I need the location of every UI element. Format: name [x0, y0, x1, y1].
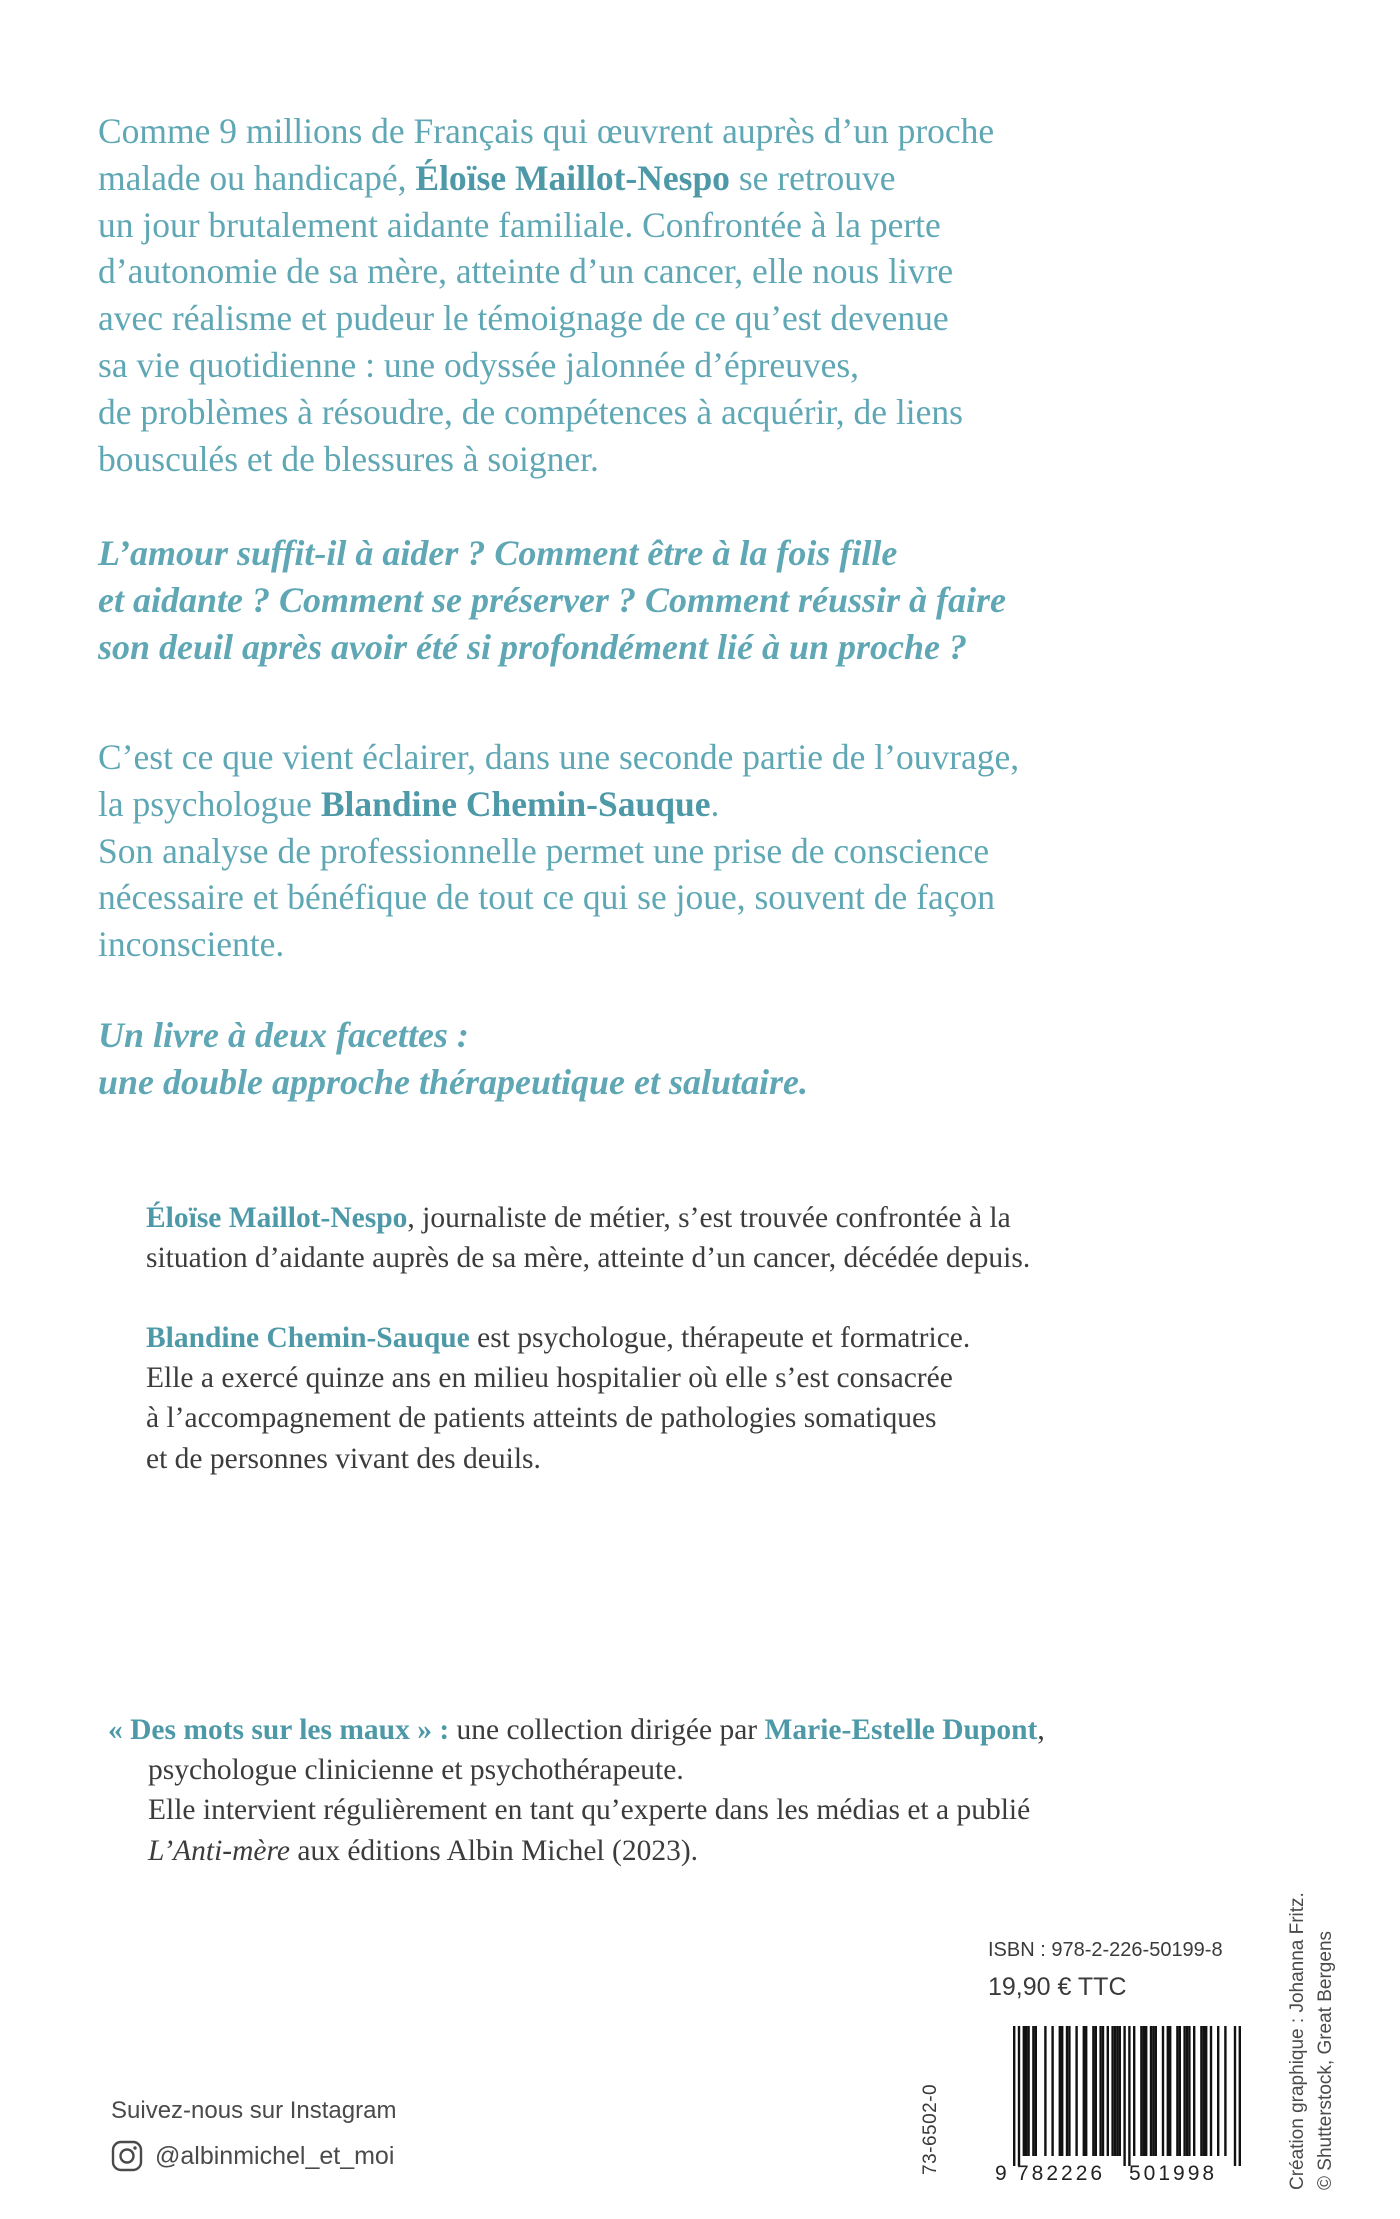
- psy-bio-line: [146, 1318, 1296, 1358]
- psychologist-name: Blandine Chemin-Sauque: [320, 783, 711, 824]
- collection-text: ,: [1037, 1714, 1045, 1746]
- instagram-link[interactable]: [111, 2137, 394, 2175]
- analysis-text: la psychologue: [98, 783, 312, 824]
- credits-design: Création graphique : Johanna Fritz.: [1287, 1892, 1308, 2190]
- barcode-bar: [1092, 2026, 1094, 2156]
- barcode-bars: [1013, 2026, 1241, 2166]
- intro-paragraph: [98, 108, 1278, 482]
- intro-line: avec réalisme et pudeur le témoignage de ce qu’est devenue: [98, 298, 949, 339]
- psy-bio-name: Blandine Chemin-Sauque: [146, 1322, 470, 1354]
- credits-photo: © Shutterstock, Great Bergens: [1315, 1930, 1336, 2190]
- barcode-bar: [1114, 2026, 1116, 2156]
- barcode-bar: [1035, 2026, 1037, 2156]
- barcode: [993, 2024, 1245, 2184]
- barcode-bar: [1179, 2026, 1181, 2156]
- author-bio: [146, 1198, 1296, 1278]
- barcode-bar: [1186, 2026, 1188, 2156]
- collection-text: aux éditions Albin Michel (2023).: [290, 1834, 699, 1867]
- author-bio-line: [146, 1198, 1296, 1238]
- intro-line: sa vie quotidienne : une odyssée jalonnée d’épreuves,: [98, 344, 860, 385]
- collection-title: « Des mots sur les maux » :: [108, 1714, 450, 1746]
- intro-text: malade ou handicapé,: [98, 157, 407, 198]
- barcode-bar: [1217, 2026, 1219, 2156]
- psy-bio-line: et de personnes vivant des deuils.: [146, 1442, 541, 1475]
- intro-line: d’autonomie de sa mère, atteinte d’un cancer, elle nous livre: [98, 251, 954, 292]
- intro-line: [98, 155, 1278, 202]
- barcode-bar: [1023, 2026, 1025, 2156]
- intro-line: un jour brutalement aidante familiale. Confrontée à la perte: [98, 204, 941, 245]
- barcode-bar: [1068, 2026, 1070, 2156]
- intro-line: bousculés et de blessures à soigner.: [98, 438, 599, 479]
- question-line: son deuil après avoir été si profondément lié à un proche ?: [98, 627, 968, 667]
- collection-line: [108, 1710, 1258, 1750]
- isbn: ISBN : 978-2-226-50199-8: [988, 1939, 1223, 1961]
- author-name: Éloïse Maillot-Nespo: [415, 157, 730, 198]
- barcode-bar: [1099, 2026, 1101, 2156]
- barcode-bar: [1143, 2026, 1145, 2156]
- question-line: et aidante ? Comment se préserver ? Comment réussir à faire: [98, 580, 1006, 620]
- barcode-bar: [1133, 2026, 1135, 2156]
- barcode-bar: [1152, 2026, 1154, 2156]
- barcode-bar: [1169, 2026, 1171, 2156]
- collection-director: Marie-Estelle Dupont: [764, 1714, 1038, 1746]
- barcode-bar: [1140, 2026, 1142, 2156]
- tagline-line: une double approche thérapeutique et salutaire.: [98, 1062, 809, 1102]
- instagram-handle[interactable]: @albinmichel_et_moi: [155, 2141, 395, 2170]
- psy-bio-line: à l’accompagnement de patients atteints de pathologies somatiques: [146, 1402, 937, 1435]
- analysis-line: [98, 781, 1278, 828]
- psychologist-bio: [146, 1318, 1296, 1479]
- barcode-bar: [1095, 2026, 1097, 2156]
- barcode-bar: [1176, 2026, 1178, 2156]
- barcode-bar: [1111, 2026, 1113, 2156]
- author-bio-line: situation d’aidante auprès de sa mère, atteinte d’un cancer, décédée depuis.: [146, 1242, 1031, 1275]
- barcode-bar: [1205, 2026, 1207, 2156]
- price: 19,90 € TTC: [988, 1973, 1127, 2001]
- barcode-bar: [1239, 2026, 1241, 2166]
- barcode-bar: [1085, 2026, 1087, 2156]
- analysis-text: .: [710, 783, 720, 824]
- barcode-bar: [1013, 2026, 1015, 2166]
- collection-line: psychologue clinicienne et psychothérapeute.: [148, 1754, 684, 1787]
- barcode-bar: [1183, 2026, 1185, 2156]
- question-line: L’amour suffit-il à aider ? Comment être à la fois fille: [98, 533, 898, 573]
- barcode-bar: [1167, 2026, 1169, 2156]
- barcode-digit-first: 9: [995, 2162, 1007, 2184]
- intro-line: de problèmes à résoudre, de compétences à acquérir, de liens: [98, 391, 963, 432]
- barcode-bar: [1051, 2026, 1053, 2156]
- barcode-bar: [1083, 2026, 1085, 2156]
- analysis-line: nécessaire et bénéfique de tout ce qui se joue, souvent de façon: [98, 877, 995, 918]
- barcode-bar: [1059, 2026, 1061, 2156]
- barcode-bar: [1224, 2026, 1226, 2156]
- product-code: 73-6502-0: [920, 2083, 941, 2175]
- collection-note: [108, 1710, 1258, 1871]
- barcode-bar: [1075, 2026, 1077, 2156]
- author-bio-text: , journaliste de métier, s’est trouvée confrontée à la: [407, 1202, 1011, 1234]
- collection-line: [108, 1831, 1258, 1871]
- barcode-bar: [1044, 2026, 1046, 2156]
- barcode-bar: [1119, 2026, 1121, 2156]
- barcode-bar: [1234, 2026, 1236, 2166]
- collection-text: une collection dirigée par: [449, 1714, 765, 1746]
- barcode-bar: [1128, 2026, 1130, 2166]
- analysis-line: C’est ce que vient éclairer, dans une seconde partie de l’ouvrage,: [98, 737, 1020, 777]
- barcode-bar: [1061, 2026, 1063, 2156]
- instagram-label: Suivez-nous sur Instagram: [111, 2097, 397, 2124]
- barcode-bar: [1025, 2026, 1027, 2156]
- collection-line: Elle intervient régulièrement en tant qu’experte dans les médias et a publié: [148, 1794, 1031, 1827]
- analysis-paragraph: [98, 734, 1278, 968]
- barcode-bar: [1027, 2026, 1029, 2156]
- barcode-digits-right: 501998: [1129, 2162, 1218, 2184]
- collection-book-title: L’Anti-mère: [148, 1834, 290, 1867]
- instagram-icon: [111, 2140, 143, 2172]
- barcode-bar: [1123, 2026, 1125, 2166]
- barcode-bar: [1155, 2026, 1157, 2156]
- barcode-bar: [1066, 2026, 1068, 2156]
- barcode-digits-left: 782226: [1017, 2162, 1106, 2184]
- psy-bio-line: Elle a exercé quinze ans en milieu hospitalier où elle s’est consacrée: [146, 1362, 953, 1395]
- barcode-bar: [1188, 2026, 1190, 2156]
- intro-line: Comme 9 millions de Français qui œuvrent auprès d’un proche: [98, 111, 995, 151]
- psy-bio-text: est psychologue, thérapeute et formatrice.: [469, 1322, 971, 1354]
- barcode-bar: [1203, 2026, 1205, 2156]
- analysis-line: inconsciente.: [98, 924, 285, 965]
- questions-paragraph: [98, 530, 1278, 671]
- tagline-line: Un livre à deux facettes :: [98, 1015, 469, 1055]
- barcode-bar: [1116, 2026, 1118, 2156]
- barcode-bar: [1210, 2026, 1212, 2156]
- barcode-bar: [1018, 2026, 1020, 2166]
- barcode-bar: [1145, 2026, 1147, 2156]
- barcode-bar: [1107, 2026, 1109, 2156]
- intro-text: se retrouve: [729, 157, 896, 198]
- barcode-bar: [1193, 2026, 1195, 2156]
- credits: [1284, 1892, 1340, 2190]
- barcode-bar: [1200, 2026, 1202, 2156]
- barcode-bar: [1102, 2026, 1104, 2156]
- tagline: [98, 1012, 1278, 1106]
- analysis-line: Son analyse de professionnelle permet une prise de conscience: [98, 830, 990, 871]
- barcode-bar: [1150, 2026, 1152, 2156]
- barcode-bar: [1032, 2026, 1034, 2156]
- barcode-bar: [1162, 2026, 1164, 2156]
- author-bio-name: Éloïse Maillot-Nespo: [146, 1202, 408, 1234]
